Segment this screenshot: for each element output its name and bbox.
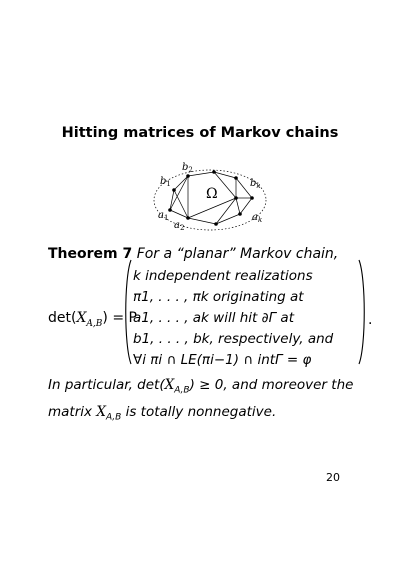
formula-period: . <box>368 312 373 328</box>
condition-line-3: a1, . . . , ak will hit ∂Γ at <box>133 310 294 326</box>
condition-line-2: π1, . . . , πk originating at <box>133 289 304 305</box>
planar-graph-figure <box>150 158 270 238</box>
label-ak: $a_k$ <box>252 212 263 224</box>
page-title: Hitting matrices of Markov chains <box>61 125 339 141</box>
formula-lhs: $\det(X_{A,B}) = P$ <box>48 310 137 329</box>
page-number: 20 <box>326 471 340 484</box>
condition-line-1: k independent realizations <box>133 268 313 284</box>
label-b2: $b_2$ <box>182 162 193 174</box>
right-paren <box>358 258 368 366</box>
condition-line-4: b1, . . . , bk, respectively, and <box>133 331 334 347</box>
label-b1: $b_1$ <box>160 176 171 188</box>
conclusion-paragraph: In particular, $\det(X_{A,B}) \ge 0$, and moreover the matrix $X_{A,B}$ is totally nonnegative. <box>48 377 354 423</box>
omega-label: Ω <box>206 186 218 202</box>
condition-line-5: ∀i πi ∩ LE(πi−1) ∩ intΓ = φ <box>133 352 312 368</box>
theorem-statement: For a “planar” Markov chain, <box>136 246 339 262</box>
label-a1: $a_1$ <box>158 210 169 222</box>
left-paren <box>122 258 132 366</box>
theorem-heading <box>48 246 338 262</box>
label-bk: $b_k$ <box>250 178 261 190</box>
theorem-label: Theorem 7 <box>48 246 133 262</box>
label-a2: $a_2$ <box>174 220 185 232</box>
